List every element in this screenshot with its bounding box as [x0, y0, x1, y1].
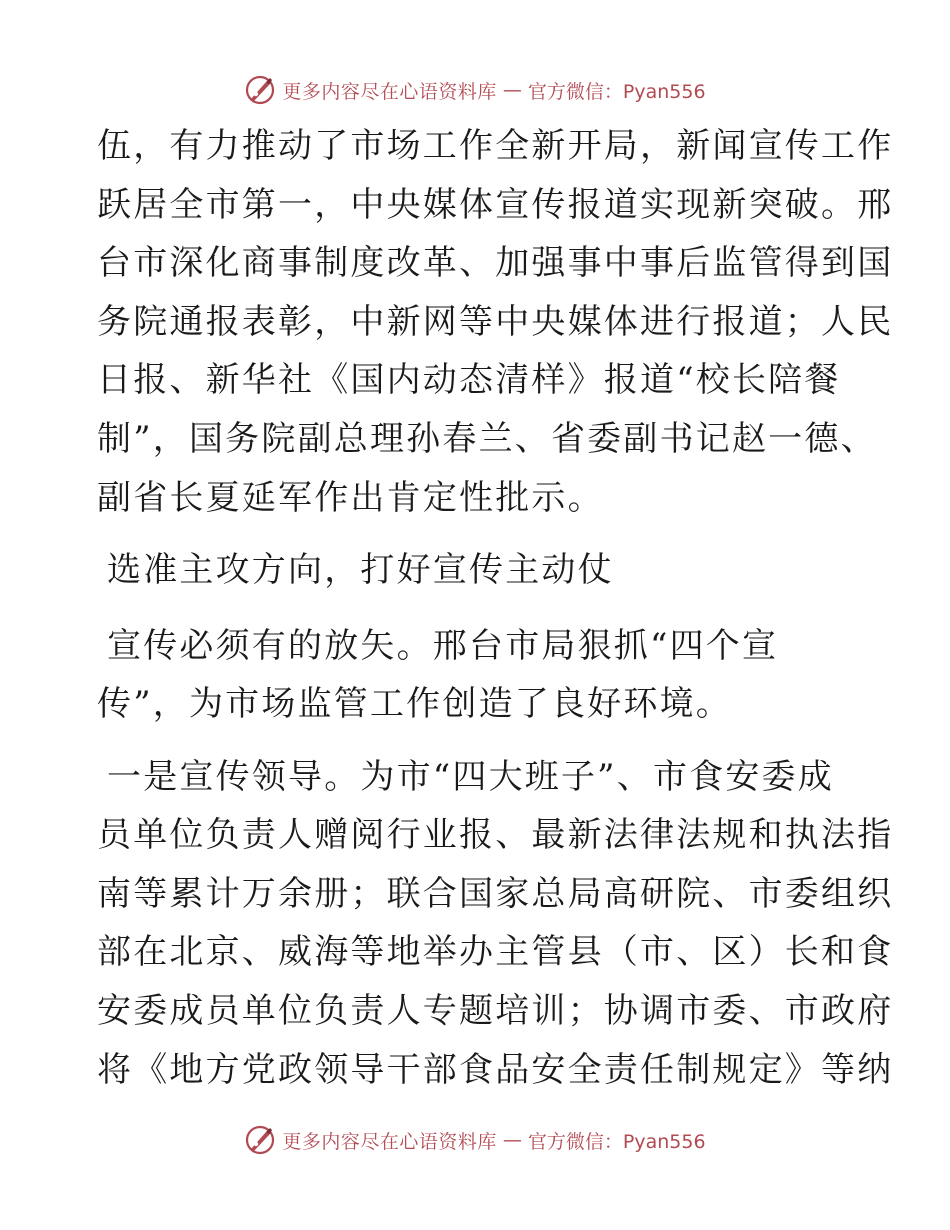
header-banner-text: 更多内容尽在心语资料库 — [282, 80, 497, 103]
footer-banner — [0, 1120, 950, 1160]
header-banner — [0, 70, 950, 110]
pen-logo-icon — [244, 1124, 276, 1156]
text-line: 日报、新华社《国内动态清样》报道“校长陪餐 — [97, 360, 841, 400]
text-line: 跃居全市第一，中央媒体宣传报道实现新突破。邢 — [97, 185, 894, 225]
text-line: 安委成员单位负责人专题培训；协调市委、市政府 — [97, 991, 894, 1031]
text-line: 伍，有力推动了市场工作全新开局，新闻宣传工作 — [97, 126, 894, 166]
text-line: 制”，国务院副总理孙春兰、省委副书记赵一德、 — [97, 419, 877, 459]
text-line: 台市深化商事制度改革、加强事中事后监管得到国 — [97, 243, 894, 283]
text-line: 传”，为市场监管工作创造了良好环境。 — [97, 684, 732, 724]
text-line: 南等累计万余册；联合国家总局高研院、市委组织 — [97, 874, 894, 914]
text-line: 将《地方党政领导干部食品安全责任制规定》等纳 — [97, 1050, 894, 1090]
text-line: 宣传必须有的放矢。邢台市局狠抓“四个宣 — [107, 626, 779, 666]
footer-banner-wechat: 官方微信：Pyan556 — [527, 1130, 706, 1153]
footer-banner-separator: — — [502, 1129, 522, 1151]
header-banner-wechat: 官方微信：Pyan556 — [527, 80, 706, 103]
section-heading: 选准主攻方向，打好宣传主动仗 — [107, 550, 614, 590]
text-line: 员单位负责人赠阅行业报、最新法律法规和执法指 — [97, 815, 894, 855]
footer-banner-text: 更多内容尽在心语资料库 — [282, 1130, 497, 1153]
text-line: 务院通报表彰，中新网等中央媒体进行报道；人民 — [97, 302, 894, 342]
text-line: 一是宣传领导。为市“四大班子”、市食安委成 — [107, 757, 834, 797]
header-banner-separator: — — [502, 79, 522, 101]
text-line: 副省长夏延军作出肯定性批示。 — [97, 478, 604, 518]
text-line: 部在北京、威海等地举办主管县（市、区）长和食 — [97, 932, 894, 972]
pen-logo-icon — [244, 74, 276, 106]
